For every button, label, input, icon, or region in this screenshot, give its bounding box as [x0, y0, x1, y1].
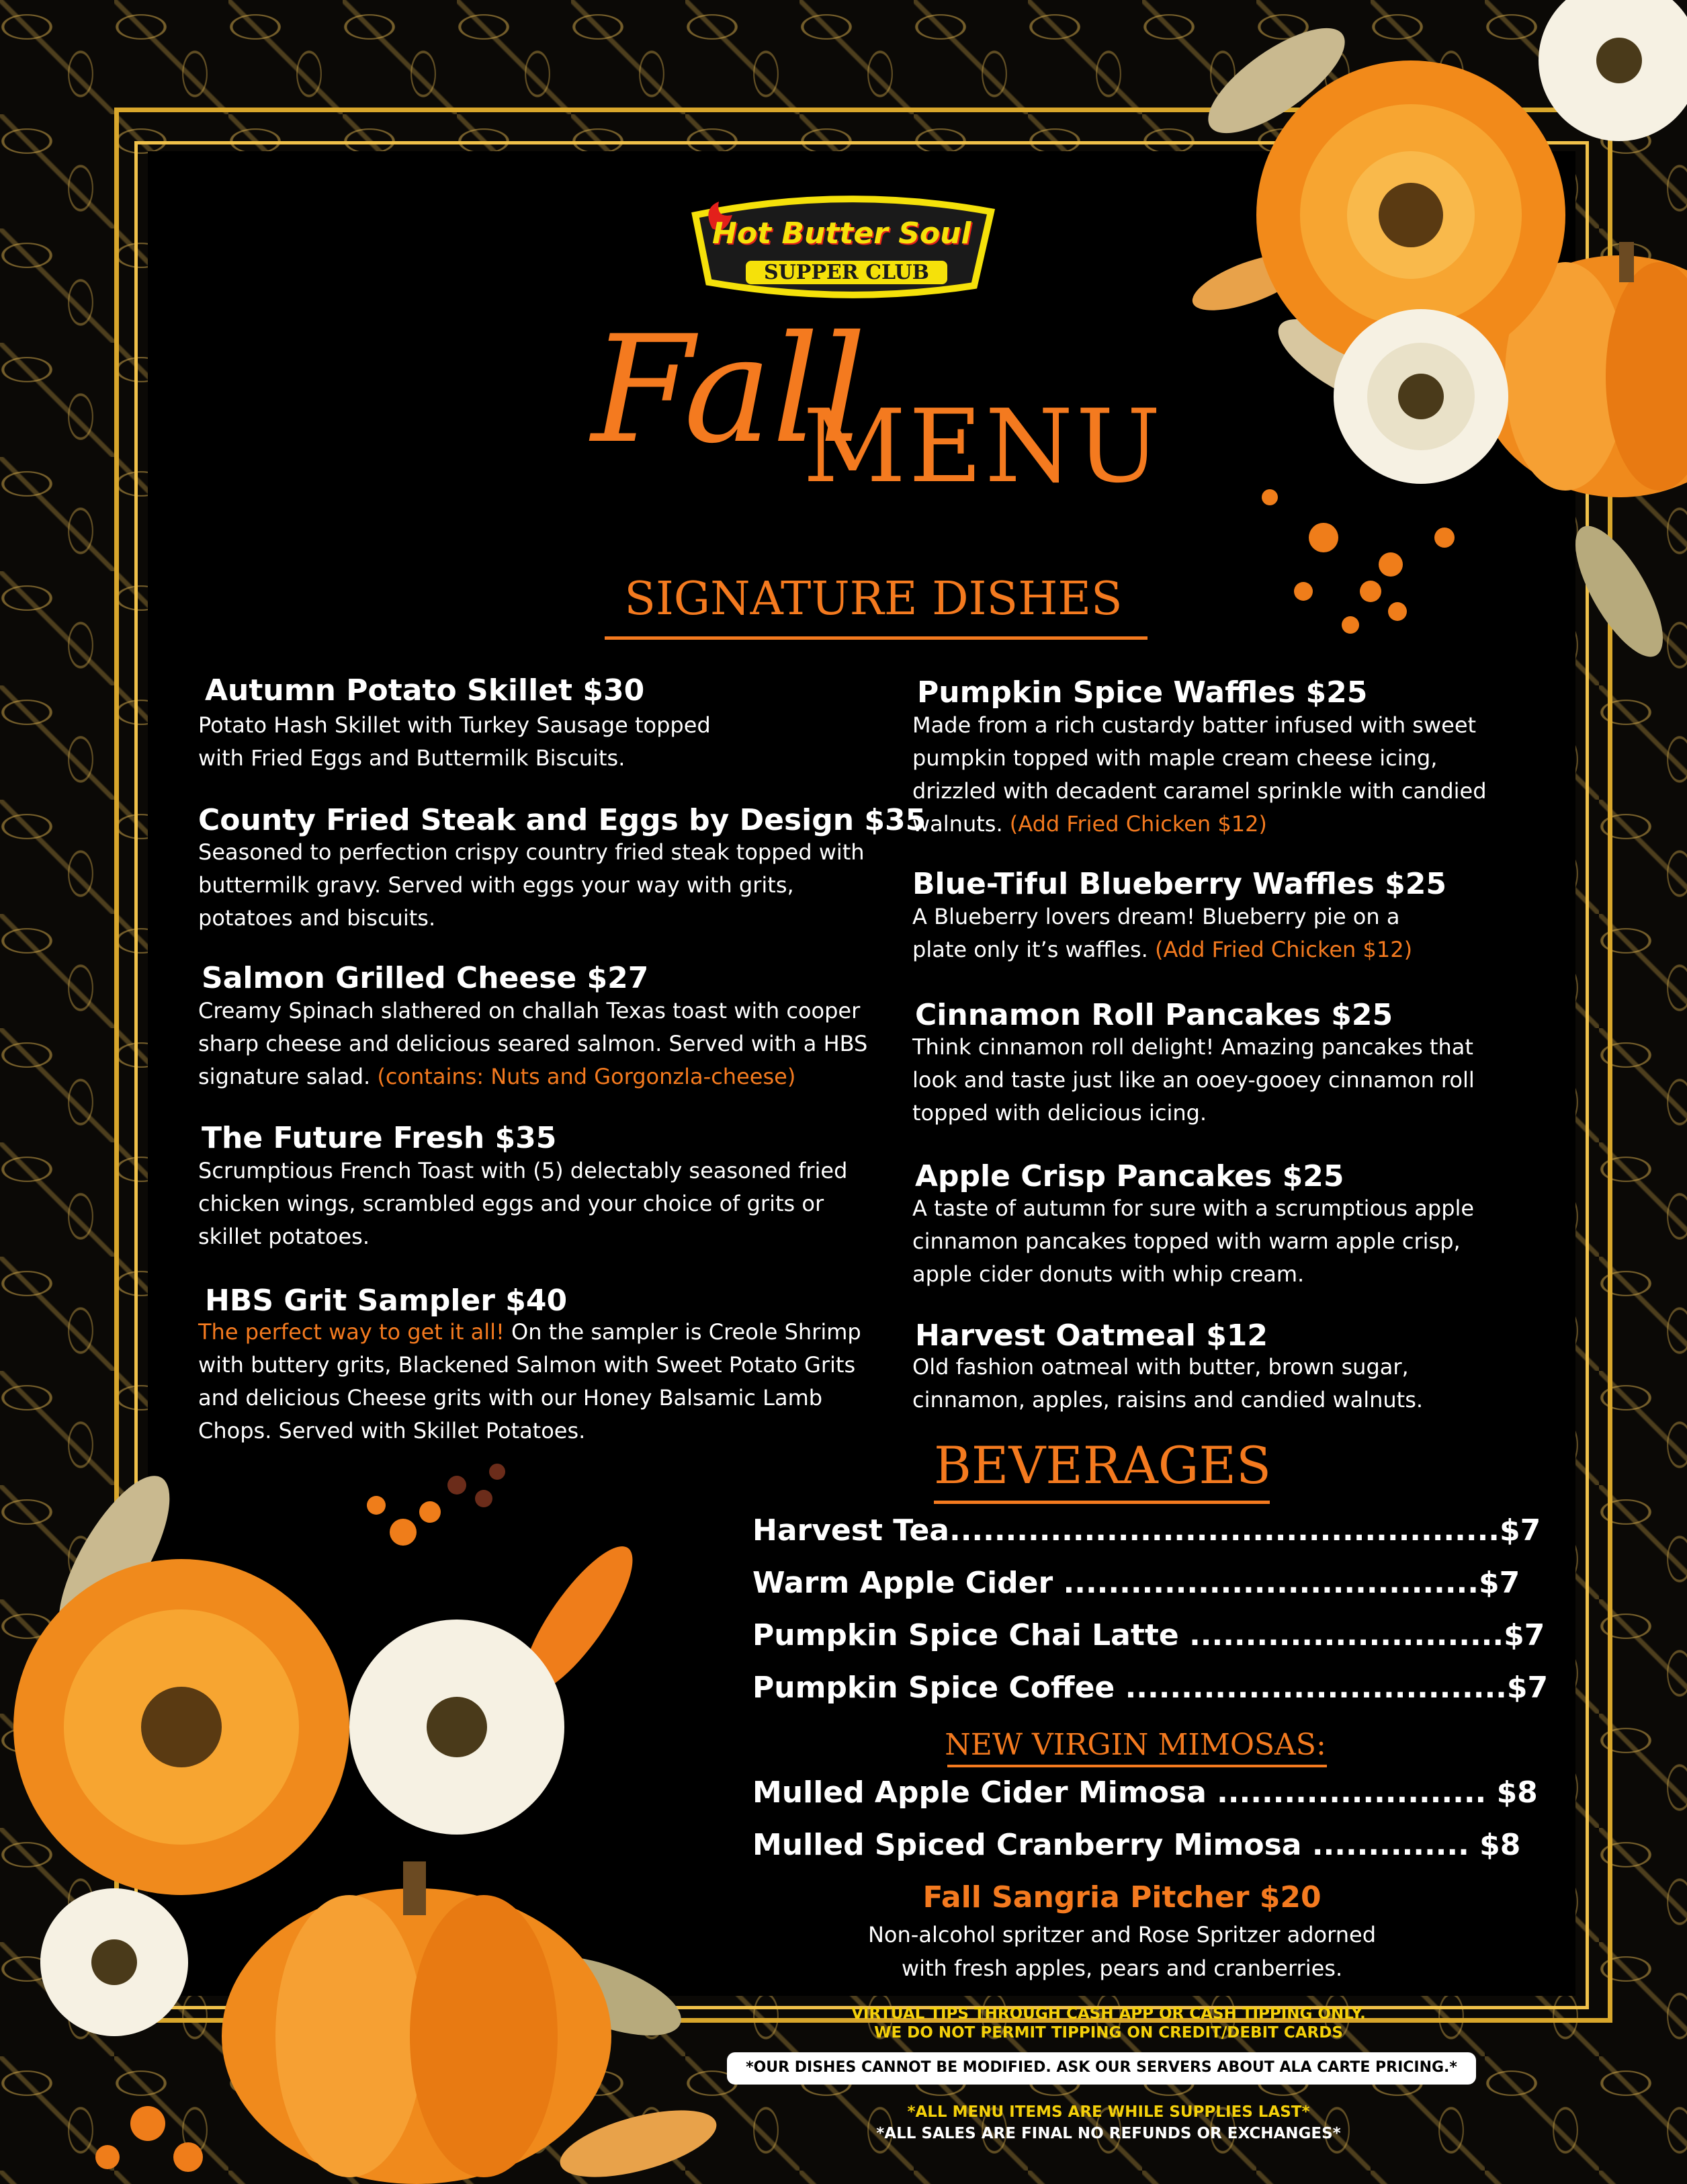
supplies-notice: *ALL MENU ITEMS ARE WHILE SUPPLIES LAST*: [907, 2103, 1310, 2121]
orange-flower-icon: [13, 1559, 349, 1895]
dish-description: Scrumptious French Toast with (5) delectably seasoned fried chicken wings, scrambled eggs and your choice of grits or skillet potatoes.: [198, 1158, 848, 1249]
beverage-item: Warm Apple Cider .....................................$7: [752, 1566, 1520, 1600]
dish-description-text: A Blueberry lovers dream! Blueberry pie on a plate only it’s waffles.: [912, 904, 1400, 962]
dish-note: (Add Fried Chicken $12): [1009, 811, 1267, 837]
dish-title: Cinnamon Roll Pancakes $25: [915, 998, 1393, 1032]
dish-description-text: On the sampler is Creole Shrimp with buttery grits, Blackened Salmon with Sweet Potato Grits and delicious Cheese grits with our Honey Balsamic Lamb Chops. Served with Skillet Potatoes.: [198, 1319, 861, 1443]
section-heading-beverages: BEVERAGES: [934, 1435, 1272, 1495]
sangria-description: Non-alcohol spritzer and Rose Spritzer adorned: [867, 1922, 1376, 1947]
berry-icon: [1262, 489, 1455, 634]
dish-title: County Fried Steak and Eggs by Design $35: [198, 803, 926, 837]
modification-notice: *OUR DISHES CANNOT BE MODIFIED. ASK OUR SERVERS ABOUT ALA CARTE PRICING.*: [746, 2059, 1457, 2076]
dish-title: Apple Crisp Pancakes $25: [915, 1159, 1344, 1193]
dish-title: Harvest Oatmeal $12: [915, 1318, 1268, 1353]
floral-decoration-bottom-left: [0, 1445, 726, 2184]
dish-title: Salmon Grilled Cheese $27: [202, 961, 649, 995]
sangria-title: Fall Sangria Pitcher $20: [922, 1880, 1322, 1915]
dish-description: Seasoned to perfection crispy country fried steak topped with buttermilk gravy. Served with eggs your way with grits, potatoes and biscuits.: [198, 839, 865, 931]
mimosa-heading: NEW VIRGIN MIMOSAS:: [945, 1728, 1326, 1762]
dish-description: Think cinnamon roll delight! Amazing pancakes that look and taste just like an ooey-gooey cinnamon roll topped with delicious icing.: [912, 1034, 1475, 1126]
dish-description: [198, 995, 870, 1093]
section-heading-signature: SIGNATURE DISHES: [624, 573, 1123, 626]
dish-title: Autumn Potato Skillet $30: [205, 673, 645, 708]
refund-notice: *ALL SALES ARE FINAL NO REFUNDS OR EXCHANGES*: [876, 2125, 1341, 2142]
heading-underline: [947, 1765, 1327, 1767]
berry-icon: [447, 1464, 505, 1507]
logo-subtitle: SUPPER CLUB: [746, 261, 947, 284]
beverage-item: Pumpkin Spice Chai Latte ............................$7: [752, 1618, 1545, 1652]
dish-note: (Add Fried Chicken $12): [1154, 937, 1413, 962]
dish-description-text: Made from a rich custardy batter infused with sweet pumpkin topped with maple cream cheese icing, drizzled with decadent caramel sprinkle with candied walnuts.: [912, 712, 1487, 837]
tipping-notice: WE DO NOT PERMIT TIPPING ON CREDIT/DEBIT CARDS: [874, 2024, 1343, 2042]
title-script: Fall: [591, 304, 867, 476]
beverage-item: Pumpkin Spice Coffee ..................................$7: [752, 1671, 1549, 1705]
dish-lead: The perfect way to get it all!: [198, 1319, 505, 1345]
dish-title: The Future Fresh $35: [202, 1121, 557, 1155]
dish-description: A taste of autumn for sure with a scrumptious apple cinnamon pancakes topped with warm apple crisp, apple cider donuts with whip cream.: [912, 1195, 1475, 1287]
dish-title: Blue-Tiful Blueberry Waffles $25: [912, 867, 1447, 901]
dish-description: [912, 709, 1497, 841]
heading-underline: [605, 636, 1148, 640]
mimosa-item: Mulled Apple Cider Mimosa ........................ $8: [752, 1775, 1538, 1810]
dish-note: (contains: Nuts and Gorgonzla-cheese): [377, 1064, 796, 1089]
logo: [685, 188, 1001, 302]
dish-description: [198, 1316, 870, 1447]
dish-description: [912, 900, 1443, 966]
logo-name: Hot Butter Soul: [712, 216, 971, 251]
dish-description: Old fashion oatmeal with butter, brown sugar, cinnamon, apples, raisins and candied walnuts.: [912, 1354, 1424, 1413]
pumpkin-icon: [222, 1861, 611, 2184]
dish-description-text: Creamy Spinach slathered on challah Texas toast with cooper sharp cheese and delicious seared salmon. Served with a HBS signature salad.: [198, 998, 868, 1089]
mimosa-item: Mulled Spiced Cranberry Mimosa .............. $8: [752, 1828, 1521, 1862]
floral-decoration-top-right: [1189, 0, 1687, 672]
dish-title: Pumpkin Spice Waffles $25: [917, 675, 1368, 710]
tipping-notice: VIRTUAL TIPS THROUGH CASH APP OR CASH TIPPING ONLY.: [851, 2005, 1366, 2023]
beverage-item: Harvest Tea.................................................$7: [752, 1513, 1541, 1548]
dish-title: HBS Grit Sampler $40: [205, 1284, 568, 1318]
dish-description: Potato Hash Skillet with Turkey Sausage topped with Fried Eggs and Buttermilk Biscuits.: [198, 712, 711, 771]
page-title: MENU: [803, 388, 1164, 505]
heading-underline: [934, 1501, 1270, 1504]
sangria-description: with fresh apples, pears and cranberries.: [901, 1956, 1343, 1981]
